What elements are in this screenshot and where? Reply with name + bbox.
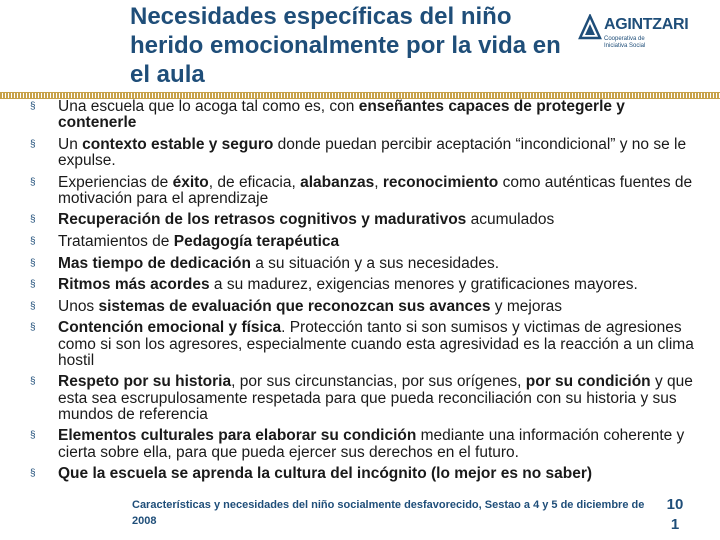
bullet-text: a su situación y a sus necesidades.: [250, 254, 500, 272]
bullet-item: [0, 374, 720, 423]
bullet-list: [0, 99, 720, 488]
bullet-item: [0, 99, 720, 131]
bullet-marker-icon: §: [30, 468, 36, 480]
bullet-text-bold: Contención emocional y física: [58, 319, 282, 337]
page-number-part: 10: [666, 496, 684, 513]
bullet-item: [0, 212, 720, 228]
page-number-part: 1: [670, 516, 680, 533]
bullet-text-bold: Recuperación de los retrasos cognitivos y madurativos: [58, 211, 467, 229]
bullet-text-bold: enseñantes capaces de protegerle y contenerle: [58, 98, 625, 132]
bullet-marker-icon: §: [30, 279, 36, 291]
bullet-marker-icon: §: [30, 430, 36, 442]
bullet-marker-icon: §: [30, 322, 36, 334]
bullet-text-bold: reconocimiento: [382, 173, 499, 191]
logo-name: AGINTZARI: [604, 16, 689, 33]
bullet-text: mediante una información coherente y cierta sobre ella, para que pueda ejercer sus derechos en el futuro.: [58, 427, 685, 461]
bullet-item: [0, 277, 720, 293]
bullet-text-bold: Mas tiempo de dedicación: [58, 254, 251, 272]
bullet-text-bold: Elementos culturales para elaborar su condición: [58, 427, 417, 445]
bullet-item: [0, 137, 720, 169]
page-number: [660, 495, 690, 535]
bullet-marker-icon: §: [30, 176, 36, 188]
logo-mark-icon: [578, 14, 602, 40]
bullet-text-bold: contexto estable y seguro: [82, 135, 274, 153]
bullet-text: Experiencias de: [58, 173, 173, 191]
bullet-marker-icon: §: [30, 257, 36, 269]
bullet-text: y mejoras: [490, 297, 562, 315]
bullet-marker-icon: §: [30, 235, 36, 247]
bullet-marker-icon: §: [30, 300, 36, 312]
bullet-item: [0, 428, 720, 460]
bullet-item: [0, 256, 720, 272]
bullet-text-bold: por su condición: [525, 373, 651, 391]
bullet-text-bold: Respeto por su historia: [58, 373, 232, 391]
bullet-text: Tratamientos de: [58, 232, 174, 250]
bullet-marker-icon: §: [30, 214, 36, 226]
bullet-text-bold: Que la escuela se aprenda la cultura del incógnito (lo mejor es no saber): [58, 465, 593, 483]
bullet-marker-icon: §: [30, 101, 36, 112]
bullet-text-bold: Pedagogía terapéutica: [173, 232, 340, 250]
bullet-text: . Protección tanto si son sumisos y victimas de agresiones como si son los agresores, especialmente cuando esta agresividad es la reacción a un clima hostil: [58, 319, 694, 369]
bullet-text: , por sus circunstancias, por sus orígenes,: [231, 373, 526, 391]
bullet-item: [0, 234, 720, 250]
bullet-text: ,: [374, 173, 383, 191]
bullet-text-bold: éxito: [172, 173, 209, 191]
slide-title: Necesidades específicas del niño herido emocionalmente por la vida en el aula: [130, 3, 561, 88]
bullet-text: a su madurez, exigencias menores y gratificaciones mayores.: [209, 276, 638, 294]
bullet-text-bold: alabanzas: [300, 173, 375, 191]
bullet-text: Unos: [58, 297, 99, 315]
bullet-text: acumulados: [466, 211, 555, 229]
bullet-text: donde puedan percibir aceptación “incondicional” y no se le expulse.: [58, 135, 687, 169]
bullet-text-bold: Ritmos más acordes: [58, 276, 210, 294]
bullet-text: Una escuela que lo acoga tal como es, con: [58, 98, 359, 115]
bullet-marker-icon: §: [30, 138, 36, 150]
bullet-text: como auténticas fuentes de motivación para el aprendizaje: [58, 173, 693, 207]
bullet-item: [0, 299, 720, 315]
bullet-item: [0, 175, 720, 207]
agintzari-logo: [578, 14, 710, 54]
bullet-text: Un: [58, 135, 83, 153]
bullet-text: y que esta sea escrupulosamente respetada para que pueda reconciliación con su historia y sus mundos de referencia: [58, 373, 693, 423]
bullet-text: , de eficacia,: [208, 173, 301, 191]
logo-subtitle: Cooperativa de Iniciativa Social: [604, 36, 646, 49]
bullet-item: [0, 320, 720, 369]
bullet-marker-icon: §: [30, 376, 36, 388]
slide-footer: Características y necesidades del niño socialmente desfavorecido, Sestao a 4 y 5 de diciembre de 2008: [132, 499, 645, 527]
bullet-item: [0, 466, 720, 482]
bullet-text-bold: sistemas de evaluación que reconozcan sus avances: [98, 297, 491, 315]
